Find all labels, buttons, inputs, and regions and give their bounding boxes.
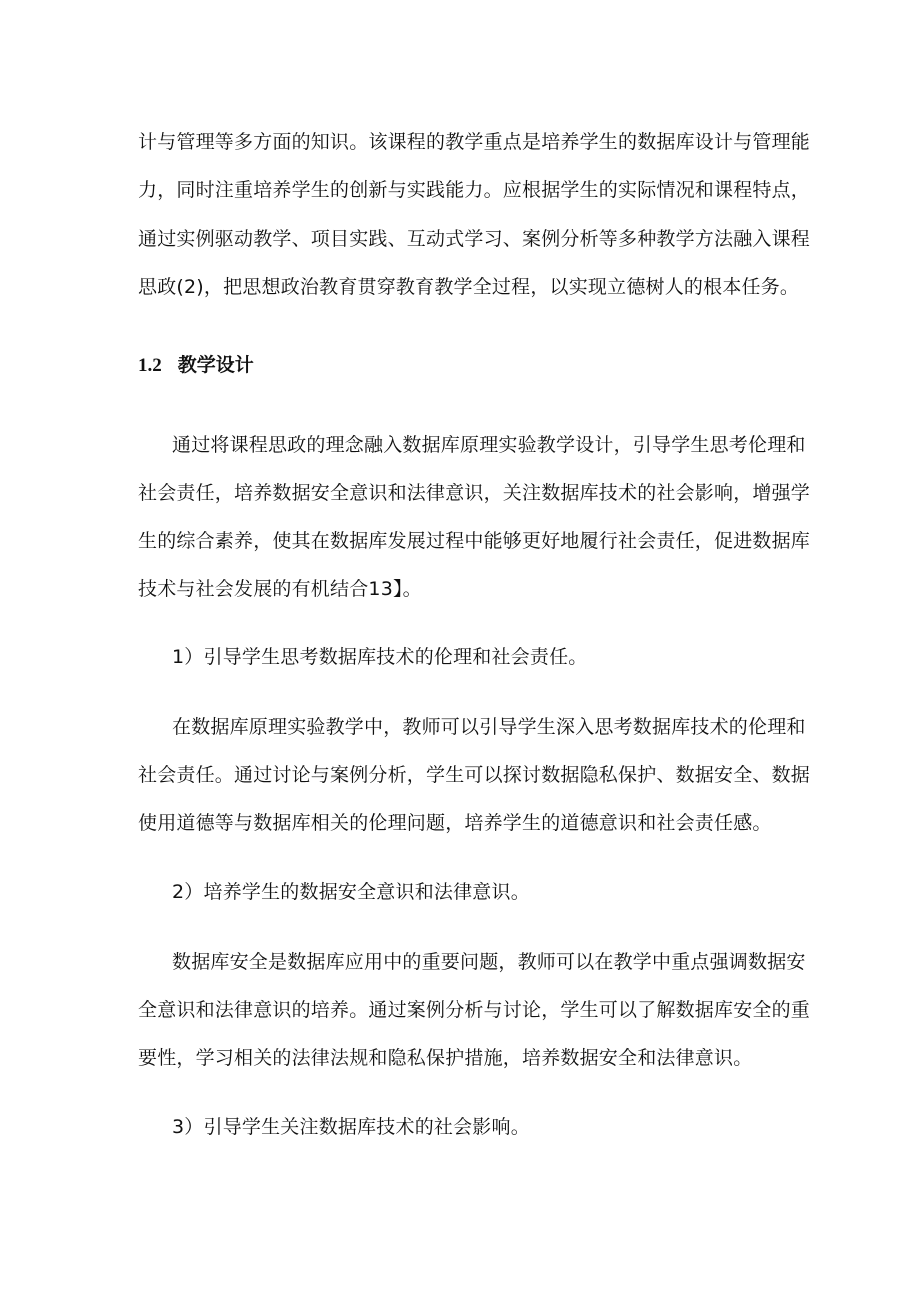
item3-title: 3）引导学生关注数据库技术的社会影响。 [172,1116,530,1138]
para1-line-4: 技术与社会发展的有机结合13】。 [138,578,422,600]
section-number: 1.2 [138,355,162,376]
section-title: 教学设计 [177,354,254,376]
item2-title: 2）培养学生的数据安全意识和法律意识。 [172,881,530,903]
intro-line-4: 思政(2)，把思想政治教育贯穿教育教学全过程，以实现立德树人的根本任务。 [138,276,800,298]
item2-line-3: 要性，学习相关的法律法规和隐私保护措施，培养数据安全和法律意识。 [138,1047,753,1069]
para1-line-1: 通过将课程思政的理念融入数据库原理实验教学设计，引导学生思考伦理和 [172,434,806,456]
para1-line-3: 生的综合素养，使其在数据库发展过程中能够更好地履行社会责任，促进数据库 [138,530,811,552]
item1-line-1: 在数据库原理实验教学中，教师可以引导学生深入思考数据库技术的伦理和 [172,716,806,738]
item1-line-3: 使用道德等与数据库相关的伦理问题，培养学生的道德意识和社会责任感。 [138,812,772,834]
section-heading [138,353,254,378]
item2-line-1: 数据库安全是数据库应用中的重要问题，教师可以在教学中重点强调数据安 [172,951,806,973]
para1-line-2: 社会责任，培养数据安全意识和法律意识，关注数据库技术的社会影响，增强学 [138,482,811,504]
intro-line-1: 计与管理等多方面的知识。该课程的教学重点是培养学生的数据库设计与管理能 [138,131,811,153]
intro-line-2: 力，同时注重培养学生的创新与实践能力。应根据学生的实际情况和课程特点， [138,179,811,201]
item2-line-2: 全意识和法律意识的培养。通过案例分析与讨论，学生可以了解数据库安全的重 [138,999,811,1021]
item1-title: 1）引导学生思考数据库技术的伦理和社会责任。 [172,646,588,668]
item1-line-2: 社会责任。通过讨论与案例分析，学生可以探讨数据隐私保护、数据安全、数据 [138,764,811,786]
intro-line-3: 通过实例驱动教学、项目实践、互动式学习、案例分析等多种教学方法融入课程 [138,228,811,250]
